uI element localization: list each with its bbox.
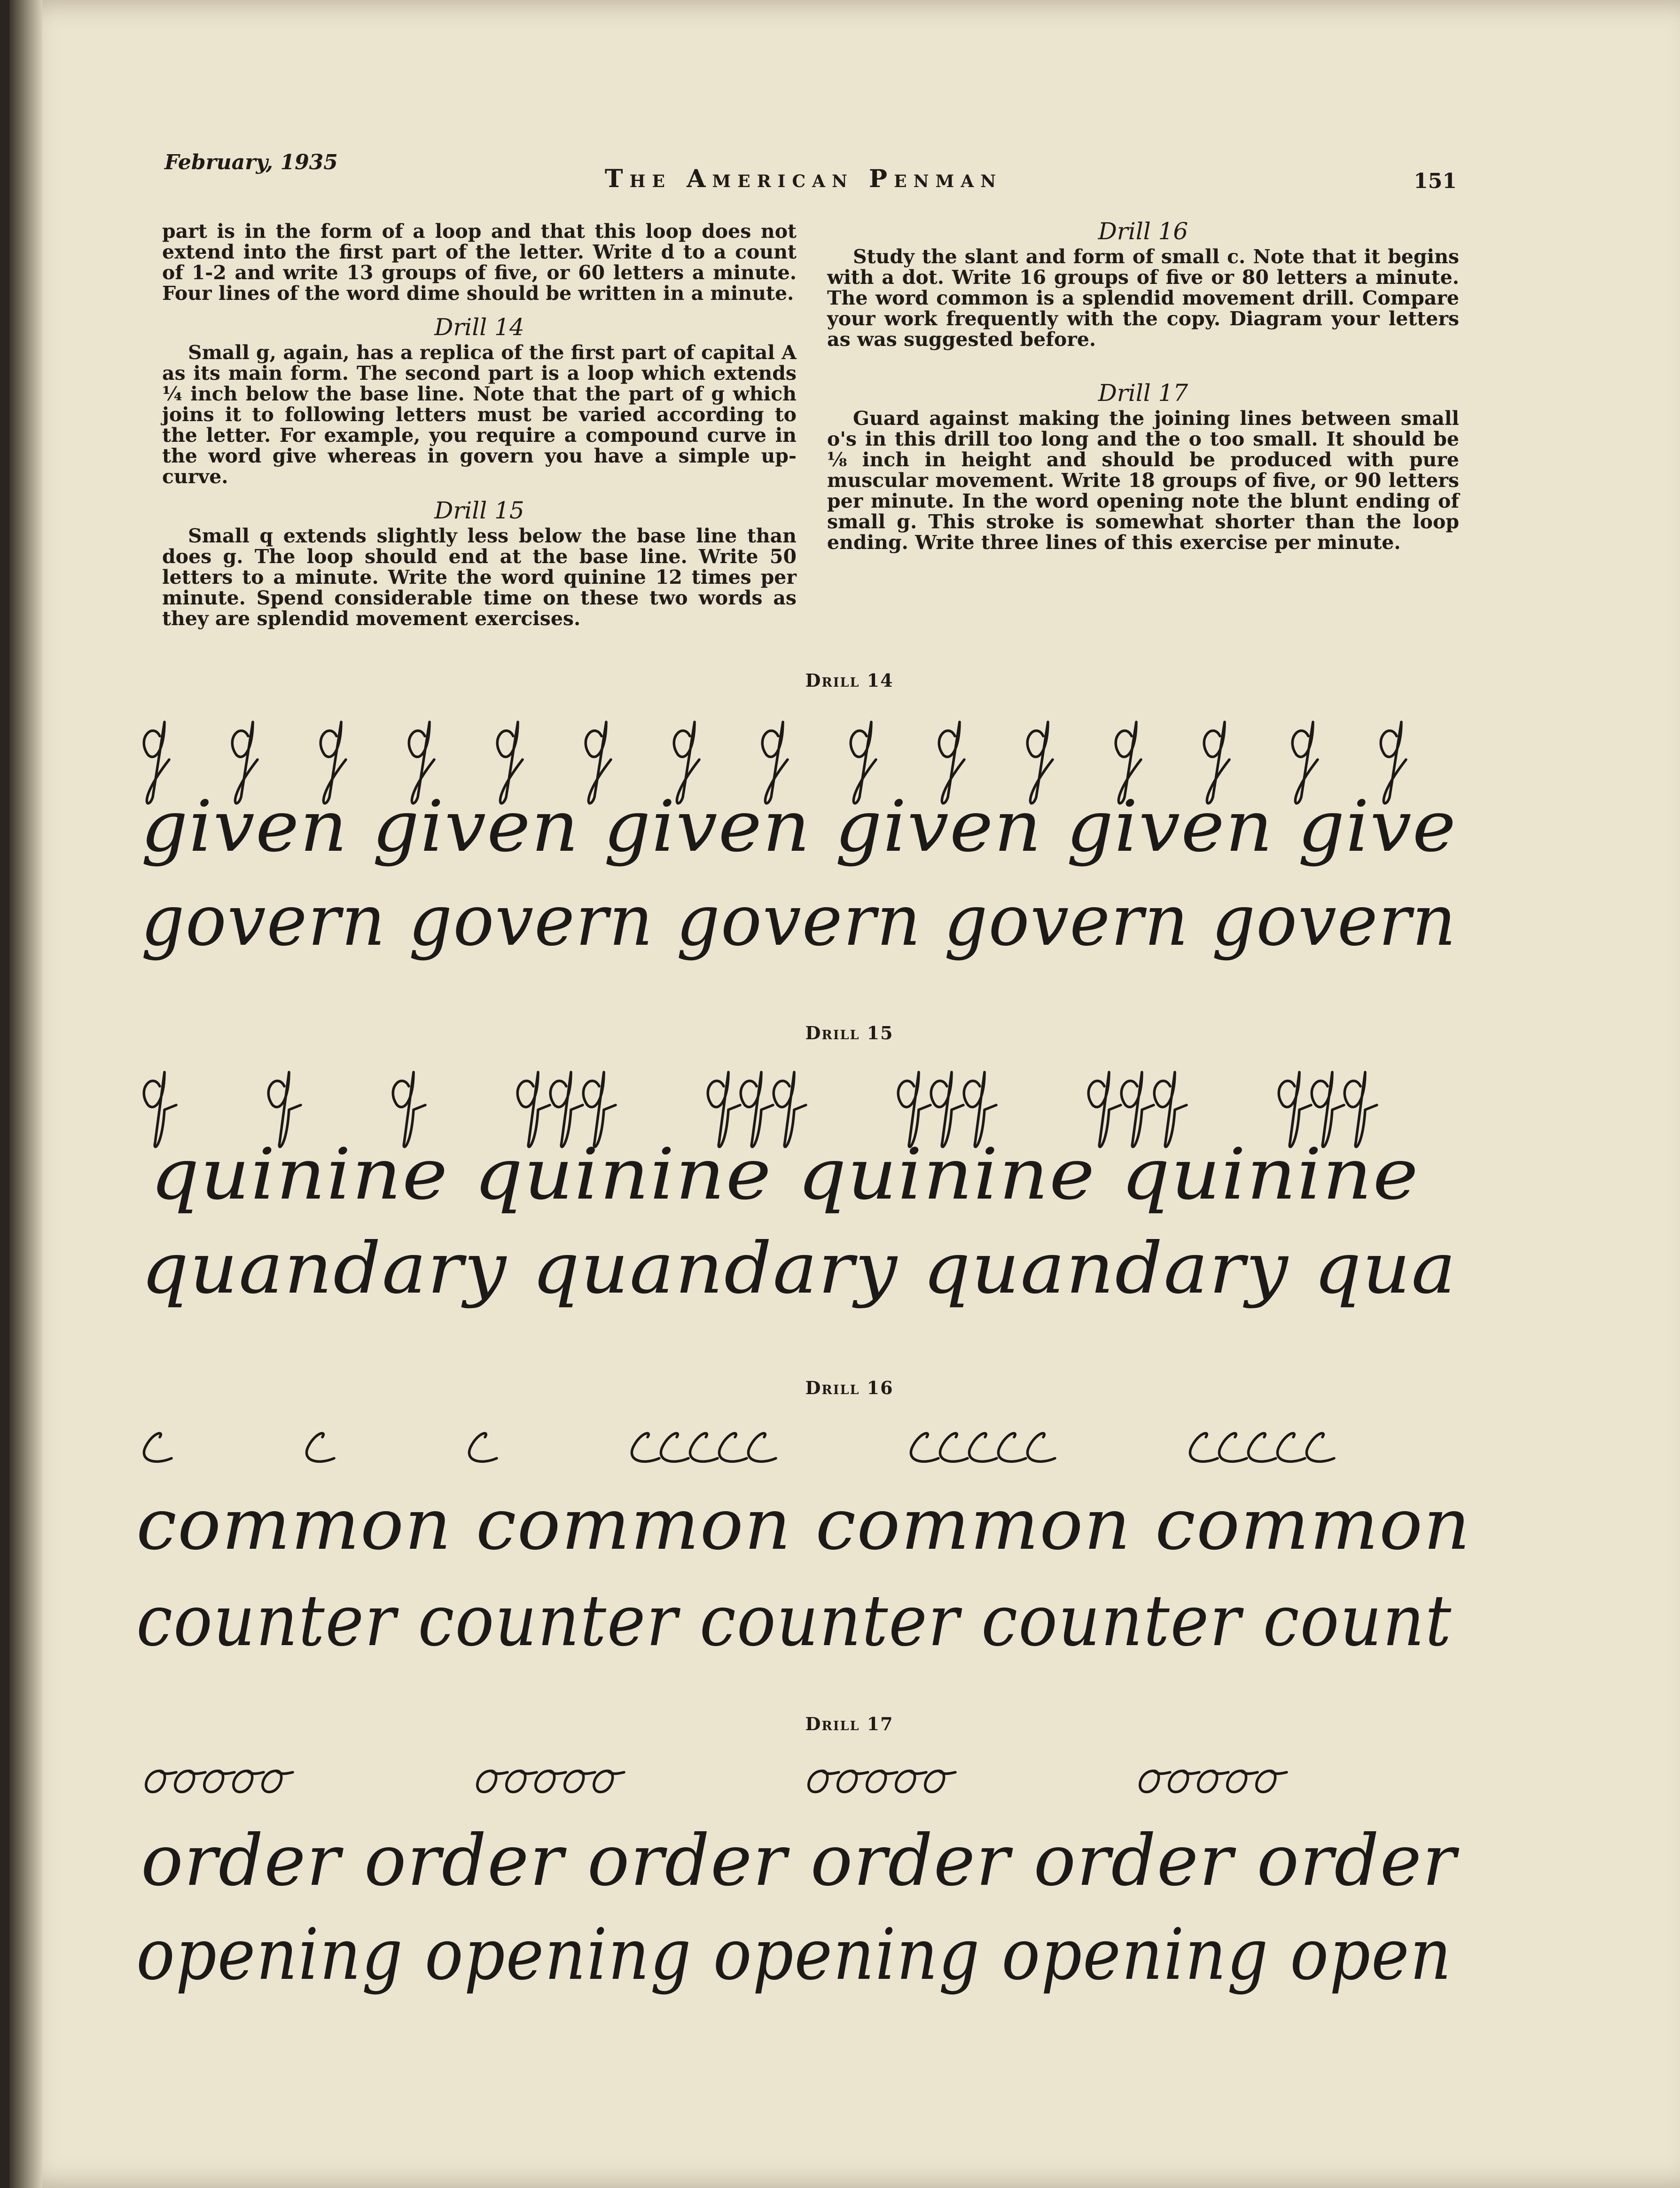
page-number: 151 — [1414, 169, 1457, 193]
cursive-c — [690, 1433, 718, 1461]
cursive-c — [1190, 1433, 1218, 1461]
drill14-word-line-1 — [122, 786, 1485, 888]
drill14-letters-svg — [122, 705, 1485, 799]
drill17-word-line-2 — [122, 1914, 1485, 2016]
letter-group — [144, 1433, 172, 1461]
drill17-letters-svg — [122, 1746, 1485, 1817]
cursive-o — [536, 1771, 566, 1792]
cursive-o — [175, 1771, 205, 1792]
drill16-words-common: common common common common — [136, 1484, 1471, 1566]
left-column — [162, 221, 797, 629]
drill15-text: Small q extends slightly less below the base line than does g. The loop should end at the base line. Write 50 letters to a minute. Write the word quinine 12 times per minute. Spend considerable time on these two words as they are splendid movement exercises. — [162, 525, 797, 630]
cursive-o — [1169, 1771, 1199, 1792]
letter-group — [469, 1433, 497, 1461]
drill16-label: Drill 16 — [805, 1377, 894, 1398]
right-column — [827, 218, 1459, 554]
drill15-heading: Drill 15 — [434, 497, 524, 524]
drill16-word-line-1 — [122, 1484, 1485, 1575]
drill14-word-line-2 — [122, 880, 1485, 982]
drill16-letter-line — [122, 1415, 1485, 1485]
header-date: February, 1935 — [164, 150, 338, 174]
cursive-c — [998, 1433, 1026, 1461]
cursive-o — [838, 1771, 868, 1792]
cursive-c — [969, 1433, 997, 1461]
magazine-page — [9, 0, 1680, 2188]
intro-paragraph: part is in the form of a loop and that this loop does not extend into the first part of the letter. Write d to a count of 1-2 and write 13 groups of five, or 60 letters a minute. Four lines of the word dime should be written in a minute. — [162, 220, 797, 305]
cursive-c — [144, 1433, 172, 1461]
drill15-words-quandary: quandary quandary quandary qua — [141, 1228, 1457, 1310]
drill17-word-line-1 — [122, 1820, 1485, 1913]
cursive-c — [1219, 1433, 1247, 1461]
drill16-word-line-2 — [122, 1580, 1485, 1673]
drill15-word-line-1 — [122, 1134, 1485, 1236]
cursive-o — [1257, 1771, 1287, 1792]
letter-group — [632, 1433, 776, 1461]
page-header — [150, 150, 1457, 193]
drill16-text: Study the slant and form of small c. Note that it begins with a dot. Write 16 groups of five or 80 letters a minute. The word common is a splendid movement drill. Compare your work frequently with the copy. Diagram your letters as was suggested before. — [827, 245, 1459, 351]
letter-group — [911, 1433, 1055, 1461]
cursive-o — [1198, 1771, 1228, 1792]
cursive-c — [1306, 1433, 1334, 1461]
cursive-o — [594, 1771, 624, 1792]
cursive-c — [1248, 1433, 1276, 1461]
drill15-label: Drill 15 — [805, 1022, 894, 1043]
cursive-o — [263, 1771, 293, 1792]
cursive-c — [748, 1433, 776, 1461]
cursive-o — [477, 1771, 508, 1792]
header-title: The American Penman — [604, 165, 1003, 193]
cursive-o — [204, 1771, 234, 1792]
drill14-letter-line — [122, 705, 1485, 799]
drill15-words-quinine: quinine quinine quinine quinine — [150, 1134, 1420, 1216]
cursive-c — [1027, 1433, 1055, 1461]
drill14-text: Small g, again, has a replica of the first part of capital A as its main form. The second part is a loop which extends ¼ inch below the base line. Note that the part of g which joins it to following letters must be varied according to the letter. For example, you require a compound curve in the word give whereas in govern you have a simple up-curve. — [162, 341, 797, 488]
cursive-o — [896, 1771, 926, 1792]
cursive-c — [911, 1433, 938, 1461]
drill17-words-opening: opening opening opening opening open — [136, 1914, 1452, 1996]
cursive-o — [507, 1771, 537, 1792]
cursive-o — [234, 1771, 264, 1792]
drill14-words-given: given given given given given give — [141, 786, 1457, 868]
cursive-c — [632, 1433, 659, 1461]
letter-group — [306, 1433, 334, 1461]
drill14-heading: Drill 14 — [434, 314, 524, 341]
cursive-o — [867, 1771, 897, 1792]
drill15-word-line-2 — [122, 1228, 1485, 1330]
letter-group — [809, 1771, 955, 1792]
drill16-letters-svg — [122, 1415, 1485, 1485]
cursive-o — [1227, 1771, 1258, 1792]
drill16-heading: Drill 16 — [1098, 218, 1188, 245]
drill17-words-order: order order order order order order — [141, 1820, 1460, 1902]
letter-group — [1140, 1771, 1287, 1792]
letter-group — [477, 1771, 624, 1792]
cursive-c — [1277, 1433, 1305, 1461]
page-gutter — [9, 0, 42, 2188]
letter-group — [1190, 1433, 1334, 1461]
cursive-c — [661, 1433, 688, 1461]
drill14-words-govern: govern govern govern govern govern — [141, 880, 1457, 962]
cursive-o — [925, 1771, 955, 1792]
drill17-text: Guard against making the joining lines between small o's in this drill too long and the o too small. It should be ⅛ inch in height and should be produced with pure muscular movement. Write 18 groups of five, or 90 letters per minute. In the word opening note the blunt ending of small g. This stroke is somewhat shorter than the loop ending. Write three lines of this exercise per minute. — [827, 407, 1459, 554]
cursive-c — [469, 1433, 497, 1461]
drill17-heading: Drill 17 — [1098, 379, 1188, 407]
drill16-words-counter: counter counter counter counter count — [136, 1580, 1452, 1662]
letter-group — [146, 1771, 293, 1792]
drill17-label: Drill 17 — [805, 1713, 894, 1734]
cursive-o — [146, 1771, 176, 1792]
cursive-c — [940, 1433, 968, 1461]
drill14-label: Drill 14 — [805, 670, 894, 691]
cursive-o — [565, 1771, 595, 1792]
cursive-o — [1140, 1771, 1170, 1792]
cursive-o — [809, 1771, 839, 1792]
drill17-letter-line — [122, 1746, 1485, 1817]
cursive-c — [719, 1433, 747, 1461]
cursive-c — [306, 1433, 334, 1461]
